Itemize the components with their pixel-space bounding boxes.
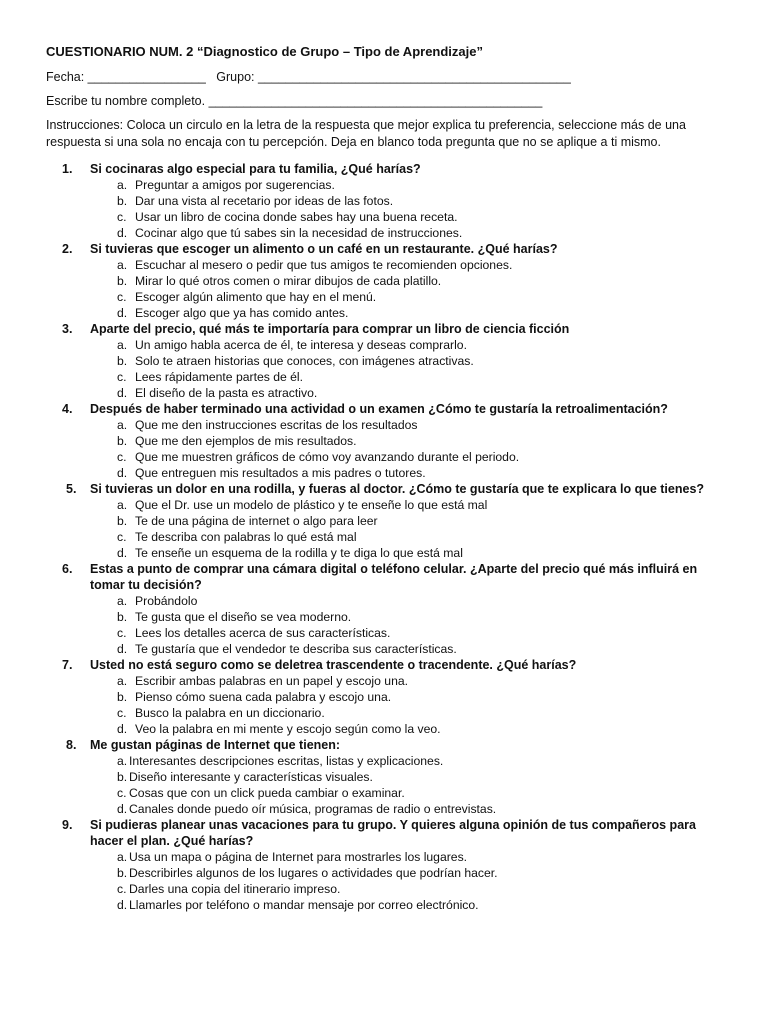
question-text: Si tuvieras que escoger un alimento o un café en un restaurante. ¿Qué harías? [90, 242, 558, 256]
option-item [117, 417, 728, 433]
option-text: Escribir ambas palabras en un papel y escojo una. [135, 674, 409, 688]
option-text: Describirles algunos de los lugares o actividades que podrían hacer. [129, 866, 498, 880]
option-letter: d. [117, 802, 128, 816]
option-text: Que me den instrucciones escritas de los resultados [135, 418, 418, 432]
option-letter: b. [117, 514, 128, 528]
option-text: Canales donde puedo oír música, programas de radio o entrevistas. [129, 802, 497, 816]
option-letter: a. [117, 850, 128, 864]
option-letter: b. [117, 194, 128, 208]
question-1 [46, 161, 728, 177]
option-item [117, 193, 728, 209]
question-number: 9. [62, 818, 73, 832]
option-letter: a. [117, 594, 128, 608]
option-letter: b. [117, 770, 128, 784]
option-letter: c. [117, 706, 127, 720]
option-item [117, 177, 728, 193]
question-text: Si pudieras planear unas vacaciones para tu grupo. Y quieres alguna opinión de tus compañeros para hacer el plan. ¿Qué harías? [90, 818, 696, 848]
option-text: Lees los detalles acerca de sus características. [135, 626, 391, 640]
option-text: Interesantes descripciones escritas, listas y explicaciones. [129, 754, 444, 768]
option-text: Que el Dr. use un modelo de plástico y te enseñe lo que está mal [135, 498, 488, 512]
option-letter: a. [117, 754, 128, 768]
question-number: 4. [62, 402, 73, 416]
option-item [117, 449, 728, 465]
question-number: 2. [62, 242, 73, 256]
option-text: Cosas que con un click pueda cambiar o examinar. [129, 786, 405, 800]
option-letter: a. [117, 674, 128, 688]
option-letter: b. [117, 690, 128, 704]
question-number: 5. [66, 482, 77, 496]
option-text: Solo te atraen historias que conoces, con imágenes atractivas. [135, 354, 474, 368]
question-text: Después de haber terminado una actividad o un examen ¿Cómo te gustaría la retroalimentación? [90, 402, 668, 416]
question-9 [46, 817, 728, 849]
question-list [46, 161, 728, 913]
option-letter: c. [117, 370, 127, 384]
instructions-text: Instrucciones: Coloca un circulo en la letra de la respuesta que mejor explica tu preferencia, seleccione más de una respuesta si una sola no encaja con tu percepción. Deja en blanco toda pregunta que no se aplique a ti mismo. [46, 118, 686, 149]
option-item [117, 433, 728, 449]
option-item [117, 785, 728, 801]
option-text: Escoger algún alimento que hay en el menú. [135, 290, 377, 304]
option-letter: a. [117, 258, 128, 272]
question-number: 6. [62, 562, 73, 576]
option-text: Busco la palabra en un diccionario. [135, 706, 325, 720]
option-letter: d. [117, 898, 128, 912]
option-item [117, 625, 728, 641]
option-item [117, 545, 728, 561]
document-title: CUESTIONARIO NUM. 2 “Diagnostico de Grupo – Tipo de Aprendizaje” [46, 44, 483, 59]
option-text: Que me muestren gráficos de cómo voy avanzando durante el periodo. [135, 450, 520, 464]
option-text: Un amigo habla acerca de él, te interesa y deseas comprarlo. [135, 338, 467, 352]
option-item [117, 705, 728, 721]
question-number: 8. [66, 738, 77, 752]
option-item [117, 497, 728, 513]
question-number: 3. [62, 322, 73, 336]
question-3 [46, 321, 728, 337]
option-letter: c. [117, 786, 127, 800]
option-letter: b. [117, 274, 128, 288]
option-item [117, 801, 728, 817]
option-text: Dar una vista al recetario por ideas de las fotos. [135, 194, 394, 208]
option-letter: a. [117, 498, 128, 512]
option-text: Te describa con palabras lo qué está mal [135, 530, 357, 544]
option-letter: b. [117, 354, 128, 368]
option-item [117, 609, 728, 625]
option-text: Te enseñe un esquema de la rodilla y te diga lo que está mal [135, 546, 463, 560]
option-item [117, 673, 728, 689]
option-item [117, 529, 728, 545]
option-letter: b. [117, 610, 128, 624]
option-item [117, 305, 728, 321]
question-2 [46, 241, 728, 257]
question-number: 1. [62, 162, 73, 176]
option-text: Usar un libro de cocina donde sabes hay una buena receta. [135, 210, 458, 224]
question-number: 7. [62, 658, 73, 672]
option-item [117, 225, 728, 241]
question-8 [46, 737, 728, 753]
option-text: Lees rápidamente partes de él. [135, 370, 304, 384]
option-letter: b. [117, 866, 128, 880]
option-item [117, 209, 728, 225]
option-letter: c. [117, 290, 127, 304]
option-letter: d. [117, 722, 128, 736]
option-item [117, 897, 728, 913]
option-text: Escuchar al mesero o pedir que tus amigos te recomienden opciones. [135, 258, 513, 272]
option-text: Mirar lo qué otros comen o mirar dibujos de cada platillo. [135, 274, 442, 288]
question-text: Aparte del precio, qué más te importaría para comprar un libro de ciencia ficción [90, 322, 570, 336]
question-5 [46, 481, 728, 497]
option-text: Probándolo [135, 594, 198, 608]
option-item [117, 689, 728, 705]
option-letter: c. [117, 626, 127, 640]
option-item [117, 641, 728, 657]
question-text: Si tuvieras un dolor en una rodilla, y fueras al doctor. ¿Cómo te gustaría que te explicara lo que tienes? [90, 482, 705, 496]
option-item [117, 289, 728, 305]
option-letter: d. [117, 466, 128, 480]
full-name-line: Escribe tu nombre completo. ________________________________________________ [46, 94, 543, 108]
option-item [117, 593, 728, 609]
option-letter: c. [117, 210, 127, 224]
option-item [117, 337, 728, 353]
option-item [117, 273, 728, 289]
option-letter: d. [117, 386, 128, 400]
option-item [117, 881, 728, 897]
option-item [117, 257, 728, 273]
option-letter: d. [117, 546, 128, 560]
question-6 [46, 561, 728, 593]
option-text: Que me den ejemplos de mis resultados. [135, 434, 357, 448]
option-item [117, 353, 728, 369]
option-letter: c. [117, 530, 127, 544]
option-letter: c. [117, 450, 127, 464]
option-text: Te gusta que el diseño se vea moderno. [135, 610, 352, 624]
option-text: Que entreguen mis resultados a mis padres o tutores. [135, 466, 426, 480]
option-text: Cocinar algo que tú sabes sin la necesidad de instrucciones. [135, 226, 463, 240]
option-item [117, 849, 728, 865]
option-text: Diseño interesante y características visuales. [129, 770, 373, 784]
option-text: Te gustaría que el vendedor te describa sus características. [135, 642, 457, 656]
question-text: Si cocinaras algo especial para tu familia, ¿Qué harías? [90, 162, 421, 176]
option-item [117, 721, 728, 737]
option-letter: a. [117, 338, 128, 352]
option-text: Veo la palabra en mi mente y escojo según como la veo. [135, 722, 441, 736]
option-item [117, 385, 728, 401]
option-text: Usa un mapa o página de Internet para mostrarles los lugares. [129, 850, 468, 864]
option-text: Preguntar a amigos por sugerencias. [135, 178, 335, 192]
option-text: Darles una copia del itinerario impreso. [129, 882, 341, 896]
option-text: El diseño de la pasta es atractivo. [135, 386, 318, 400]
question-text: Usted no está seguro como se deletrea trascendente o tracendente. ¿Qué harías? [90, 658, 577, 672]
option-item [117, 753, 728, 769]
option-letter: d. [117, 226, 128, 240]
question-7 [46, 657, 728, 673]
option-letter: d. [117, 306, 128, 320]
date-group-line: Fecha: _________________ Grupo: _____________________________________________ [46, 70, 571, 84]
option-letter: c. [117, 882, 127, 896]
question-4 [46, 401, 728, 417]
option-text: Llamarles por teléfono o mandar mensaje por correo electrónico. [129, 898, 479, 912]
option-letter: a. [117, 418, 128, 432]
option-item [117, 769, 728, 785]
option-item [117, 513, 728, 529]
option-text: Pienso cómo suena cada palabra y escojo una. [135, 690, 392, 704]
option-text: Te de una página de internet o algo para leer [135, 514, 378, 528]
question-text: Me gustan páginas de Internet que tienen: [90, 738, 341, 752]
question-text: Estas a punto de comprar una cámara digital o teléfono celular. ¿Aparte del precio qué más influirá en tomar tu decisión? [90, 562, 698, 592]
option-item [117, 369, 728, 385]
option-item [117, 465, 728, 481]
option-letter: b. [117, 434, 128, 448]
option-item [117, 865, 728, 881]
option-letter: d. [117, 642, 128, 656]
option-letter: a. [117, 178, 128, 192]
option-text: Escoger algo que ya has comido antes. [135, 306, 349, 320]
